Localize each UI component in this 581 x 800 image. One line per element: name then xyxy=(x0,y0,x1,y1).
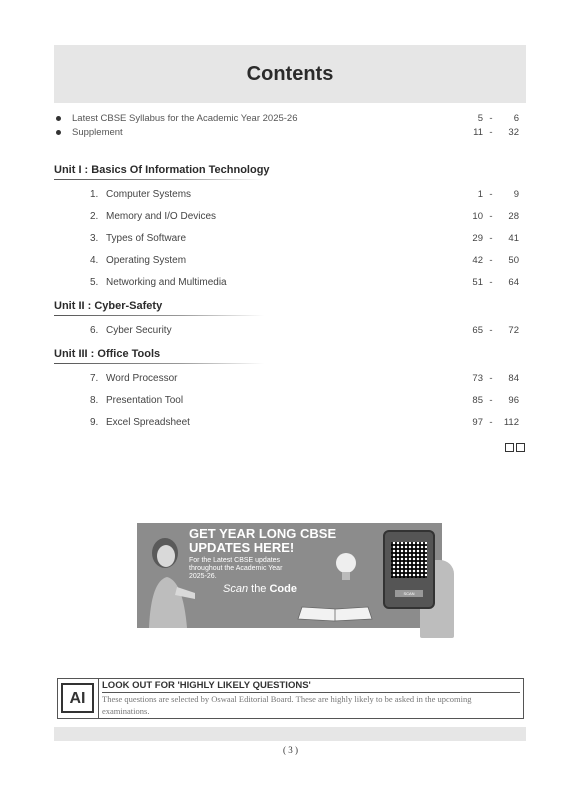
page-to: 84 xyxy=(508,373,519,384)
page-from: 97 xyxy=(472,417,483,428)
page-dash: - xyxy=(489,325,493,336)
chapter-item[interactable] xyxy=(90,417,190,428)
chapter-item[interactable] xyxy=(90,233,186,244)
unit-underline xyxy=(54,315,264,316)
page-range xyxy=(459,211,519,222)
page-range xyxy=(459,277,519,288)
intro-item-label: Supplement xyxy=(72,127,123,138)
page-dash: - xyxy=(489,189,493,200)
chapter-label: Excel Spreadsheet xyxy=(106,417,190,428)
page-dash: - xyxy=(489,417,493,428)
note-divider xyxy=(98,679,99,718)
page-number: ( 3 ) xyxy=(283,745,298,755)
page-from: 1 xyxy=(477,189,483,200)
page-to: 112 xyxy=(503,417,519,428)
page-dash: - xyxy=(489,255,493,266)
unit-heading-3[interactable]: Unit III : Office Tools xyxy=(54,348,161,360)
scan-code-word: Code xyxy=(269,583,297,595)
page-from: 11 xyxy=(473,127,483,138)
page-from: 85 xyxy=(472,395,483,406)
page-dash: - xyxy=(489,373,493,384)
page-from: 42 xyxy=(472,255,483,266)
page-to: 41 xyxy=(508,233,519,244)
chapter-number: 4. xyxy=(90,255,99,266)
chapter-label: Word Processor xyxy=(106,373,178,384)
lightbulb-icon xyxy=(332,550,360,584)
chapter-item[interactable] xyxy=(90,277,227,288)
scan-the-code xyxy=(223,583,297,595)
scan-word: Scan xyxy=(223,583,249,595)
chapter-number: 8. xyxy=(90,395,99,406)
chapter-label: Computer Systems xyxy=(106,189,192,200)
chapter-item[interactable] xyxy=(90,373,178,384)
page-range xyxy=(459,325,519,336)
banner-headline-line2: UPDATES HERE! xyxy=(189,540,295,555)
page-from: 73 xyxy=(472,373,483,384)
chapter-item[interactable] xyxy=(90,189,191,200)
page-range xyxy=(459,233,519,244)
page-from: 51 xyxy=(472,277,483,288)
chapter-item[interactable] xyxy=(90,325,172,336)
phone-qr-icon[interactable] xyxy=(383,530,435,609)
unit-underline xyxy=(54,363,264,364)
page-to: 96 xyxy=(508,395,519,406)
page-dash: - xyxy=(489,395,493,406)
page-range xyxy=(459,127,519,138)
page-dash: - xyxy=(489,211,493,222)
page-to: 32 xyxy=(508,127,519,138)
chapter-number: 1. xyxy=(90,189,99,200)
page-from: 29 xyxy=(472,233,483,244)
chapter-label: Memory and I/O Devices xyxy=(106,211,217,222)
chapter-item[interactable] xyxy=(90,211,216,222)
chapter-number: 5. xyxy=(90,277,99,288)
ai-badge-icon: AI xyxy=(61,683,94,713)
page-range xyxy=(459,189,519,200)
unit-underline xyxy=(54,179,264,180)
banner-headline-line1: GET YEAR LONG CBSE xyxy=(189,526,337,541)
page-dash: - xyxy=(489,233,493,244)
banner-headline xyxy=(189,527,336,555)
page-range xyxy=(459,255,519,266)
qr-code-icon[interactable] xyxy=(391,542,427,578)
page-from: 65 xyxy=(472,325,483,336)
chapter-number: 9. xyxy=(90,417,99,428)
chapter-number: 2. xyxy=(90,211,99,222)
chapter-number: 7. xyxy=(90,373,99,384)
chapter-label: Presentation Tool xyxy=(106,395,184,406)
chapter-label: Networking and Multimedia xyxy=(106,277,227,288)
page-title: Contents xyxy=(246,63,334,85)
scan-mid: the xyxy=(248,583,270,595)
contents-header xyxy=(54,45,526,103)
chapter-label: Types of Software xyxy=(106,233,187,244)
unit-heading-2[interactable]: Unit II : Cyber-Safety xyxy=(54,300,163,312)
bullet-icon xyxy=(56,116,61,121)
page-range xyxy=(459,113,519,124)
girl-illustration-icon xyxy=(145,531,195,628)
banner-subtext: For the Latest CBSE updates throughout the Academic Year 2025-26. xyxy=(189,557,283,580)
open-book-icon xyxy=(296,603,374,623)
page-dash: - xyxy=(489,127,493,138)
page-range xyxy=(459,395,519,406)
footer-bar xyxy=(54,727,526,741)
phone-scan-button[interactable]: SCAN xyxy=(395,590,423,597)
page-to: 72 xyxy=(508,325,519,336)
page-to: 64 xyxy=(508,277,519,288)
note-title: LOOK OUT FOR 'HIGHLY LIKELY QUESTIONS' xyxy=(102,680,311,691)
chapter-item[interactable] xyxy=(90,255,186,266)
page-range xyxy=(459,417,519,428)
chapter-number: 3. xyxy=(90,233,99,244)
page-dash: - xyxy=(489,113,493,124)
chapter-label: Cyber Security xyxy=(106,325,172,336)
chapter-number: 6. xyxy=(90,325,99,336)
page-from: 10 xyxy=(472,211,483,222)
chapter-label: Operating System xyxy=(106,255,187,266)
page-from: 5 xyxy=(477,113,483,124)
intro-item-label: Latest CBSE Syllabus for the Academic Year 2025-26 xyxy=(72,113,298,124)
page-range xyxy=(459,373,519,384)
page-to: 6 xyxy=(513,113,519,124)
page-dash: - xyxy=(489,277,493,288)
bullet-icon xyxy=(56,130,61,135)
chapter-item[interactable] xyxy=(90,395,183,406)
end-mark-icon xyxy=(503,443,525,454)
unit-heading-1[interactable]: Unit I : Basics Of Information Technology xyxy=(54,164,270,176)
page-to: 50 xyxy=(508,255,519,266)
page-to: 9 xyxy=(513,189,519,200)
note-description: These questions are selected by Oswaal Editorial Board. These are highly likely to be asked in the upcoming examinations. xyxy=(102,694,472,716)
page-to: 28 xyxy=(508,211,519,222)
highly-likely-questions-note xyxy=(57,678,524,719)
